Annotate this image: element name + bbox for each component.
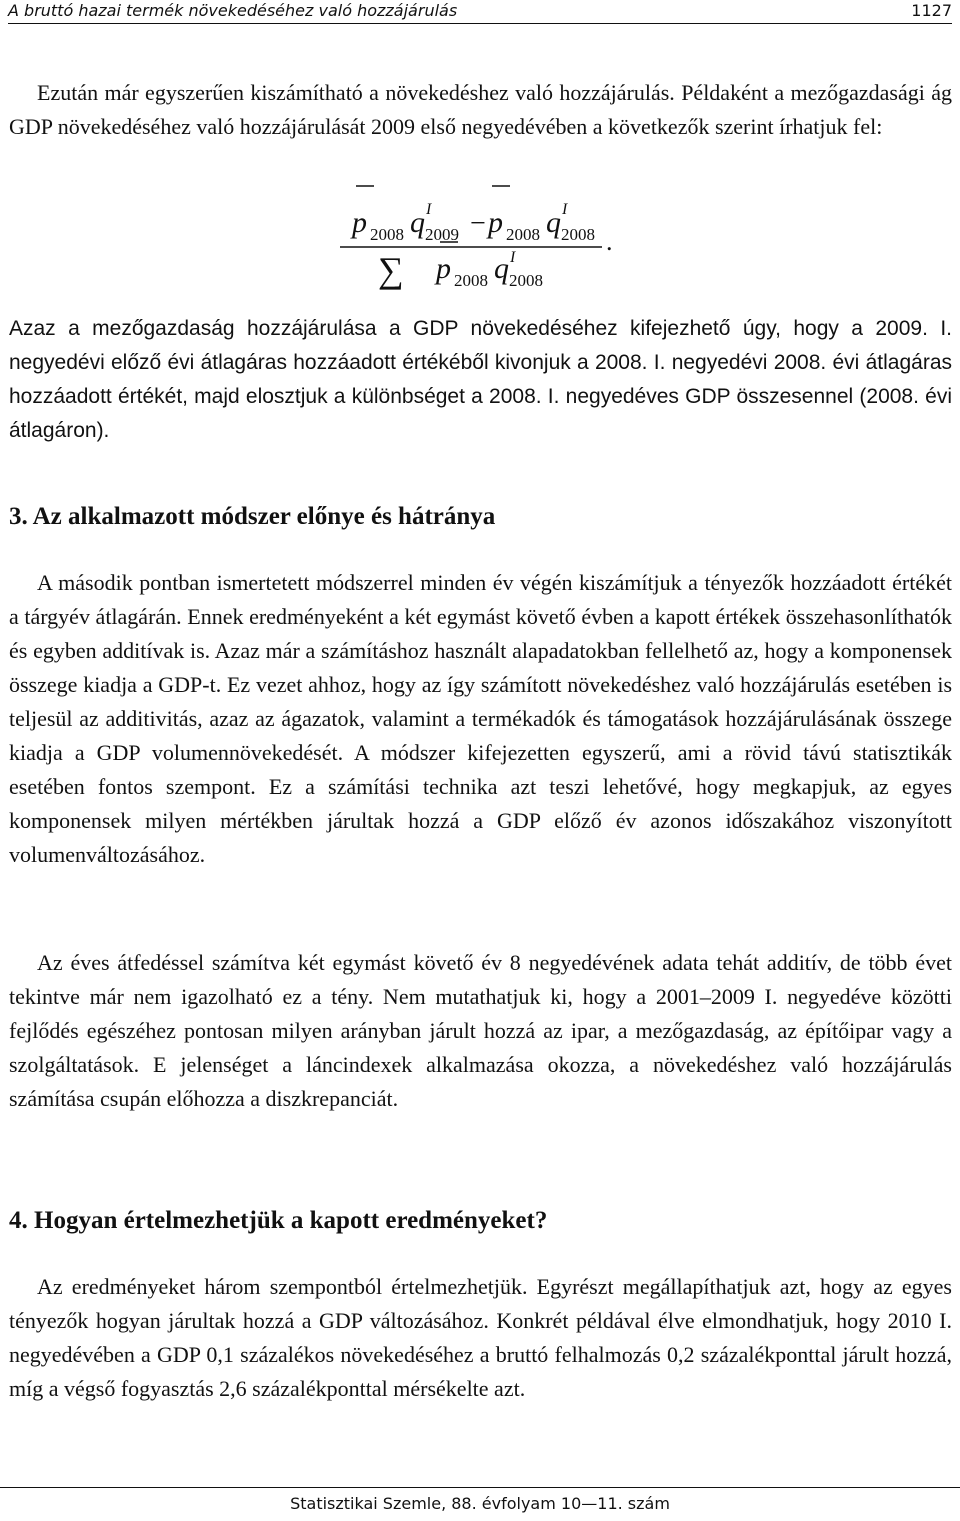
- symbol-q-2: q: [546, 206, 561, 239]
- sum-sign: ∑: [378, 250, 404, 290]
- paragraph-interpretation: Az eredményeket három szempontból értelmezhetjük. Egyrészt megállapíthatjuk azt, hogy az egyes tényezők hogyan járultak hozzá a GDP változásához. Konkrét példával élve elmondhatjuk, hogy 2010 I. negyedévében a GDP 0,1 százalékos növekedéséhez a bruttó felhalmozás 0,2 százalékponttal járult hozzá, míg a végső fogyasztás 2,6 százalékponttal mérsékelte azt.: [9, 1274, 952, 1401]
- subscript-2008-4: 2008: [454, 271, 488, 290]
- paragraph-overlap: Az éves átfedéssel számítva két egymást követő év 8 negyedévének adata tehát additív, de több évet tekintve már nem igazolható ez a tény. Nem mutathatjuk ki, hogy a 2001–2009 I. negyedéve közötti fejlődés egészéhez pontosan milyen arányban járult hozzá az ipar, a mezőgazdaság, az építőipar vagy a szolgáltatások. E jelenséget a láncindexek alkalmazása okozza, a növekedéshez való hozzájárulás számítása csupán előhozza a diszkrepanciát.: [9, 950, 952, 1111]
- symbol-p-2: p: [488, 206, 503, 239]
- subscript-2008-3: 2008: [561, 225, 595, 244]
- section-heading-3: 3. Az alkalmazott módszer előnye és hátránya: [9, 503, 496, 530]
- contribution-formula: [340, 170, 640, 290]
- subscript-2008-2: 2008: [506, 225, 540, 244]
- journal-footer: Statisztikai Szemle, 88. évfolyam 10—11. szám: [290, 1494, 670, 1513]
- running-header: [8, 0, 952, 26]
- superscript-I-2: I: [562, 201, 568, 218]
- subscript-2008-5: 2008: [509, 271, 543, 290]
- formula-period: .: [606, 227, 613, 256]
- section-heading-4: 4. Hogyan értelmezhetjük a kapott eredményeket?: [9, 1207, 548, 1234]
- minus-sign: −: [470, 208, 486, 239]
- subscript-2008: 2008: [370, 225, 404, 244]
- symbol-q-3: q: [494, 252, 509, 285]
- symbol-q: q: [410, 206, 425, 239]
- symbol-p: p: [352, 206, 367, 239]
- paragraph-method: A második pontban ismertetett módszerrel minden év végén kiszámítjuk a tényezők hozzáadott értékét a tárgyév átlagárán. Ennek eredményeként a két egymást követő évben a kapott értékek összehasonlíthatók és egyben additívak is. Azaz már a számításhoz használt alapadatokban fellelhető az, hogy a komponensek összege kiadja a GDP-t. Ez vezet ahhoz, hogy az így számított növekedéshez való hozzájárulás esetében is teljesül az additivitás, azaz az ágazatok, valamint a termékadók és támogatások hozzájárulásának összege kiadja a GDP volumennövekedését. A módszer kifejezetten egyszerű, ami a rövid távú statisztikák esetében fontos szempont. Ez a számítási technika azt teszi lehetővé, hogy megkapjuk, az egyes komponensek milyen mértékben járultak hozzá a GDP előző év azonos időszakához viszonyított volumenváltozásához.: [9, 570, 952, 867]
- paragraph-explanation: Azaz a mezőgazdaság hozzájárulása a GDP növekedéséhez kifejezhető úgy, hogy a 2009. I. negyedévi előző évi átlagáras hozzáadott értékéből kivonjuk a 2008. I. negyedévi 2008. évi átlagáras hozzáadott értékét, majd elosztjuk a különbséget a 2008. I. negyedéves GDP összesennel (2008. évi átlagáron).: [9, 317, 952, 442]
- header-rule: [8, 23, 952, 24]
- subscript-2009: 2009: [425, 225, 459, 244]
- running-header-title: A bruttó hazai termék növekedéséhez való hozzájárulás: [8, 1, 458, 20]
- superscript-I-3: I: [510, 249, 516, 266]
- symbol-p-3: p: [436, 252, 451, 285]
- footer-rule: [0, 1487, 960, 1488]
- page-number: 1127: [911, 1, 952, 20]
- superscript-I: I: [426, 201, 432, 218]
- paragraph-intro: Ezután már egyszerűen kiszámítható a növekedéshez való hozzájárulás. Példaként a mezőgazdasági ág GDP növekedéséhez való hozzájárulását 2009 első negyedévében a következők szerint írhatjuk fel:: [9, 80, 952, 139]
